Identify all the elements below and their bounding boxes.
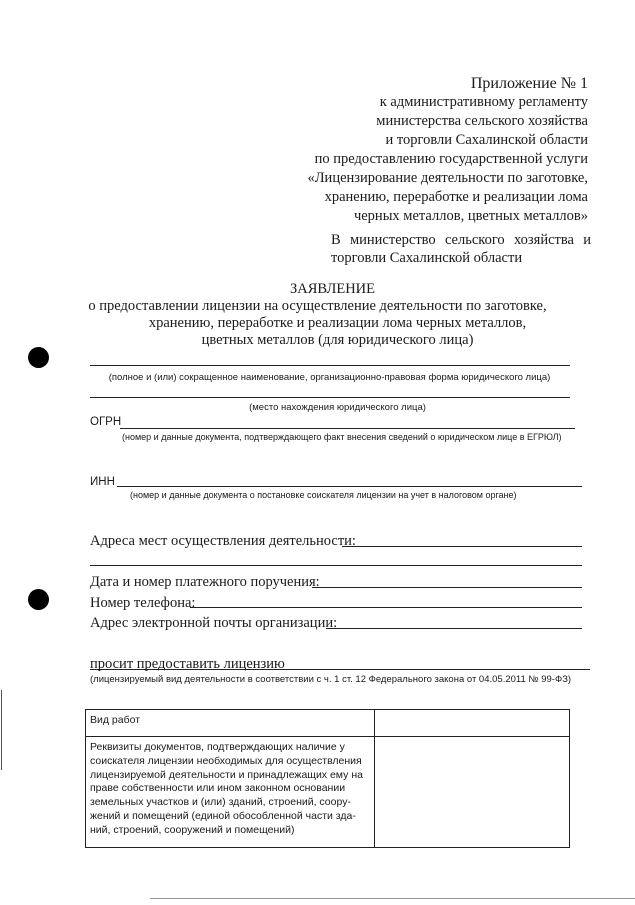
company-location-field[interactable] [90,397,570,398]
title-line: о предоставлении лицензии на осуществление деятельности по заготовке, [88,298,547,314]
cell-line: земельных участков и (или) зданий, строений, соору- [90,796,351,809]
title-line: цветных металлов (для юридического лица) [201,332,474,348]
request-text: просит предоставить лицензию [90,656,285,672]
ogrn-label: ОГРН [90,416,122,428]
work-details-table [85,709,570,848]
addressee-line: торговли Сахалинской области [331,250,523,266]
scan-bottom-edge [150,898,635,899]
scan-edge-mark [1,690,2,770]
appendix-line: министерства сельского хозяйства [376,113,588,129]
addressee-line: В министерство сельского хозяйства и [331,232,591,248]
addressee-block [331,231,591,267]
cell-line: жений и помещений (единой обособленной части зда- [90,809,356,822]
title-line: хранению, переработке и реализации лома черных металлов, [148,315,527,331]
ogrn-field[interactable] [120,428,575,429]
phone-field[interactable] [190,607,582,608]
appendix-line: черных металлов, цветных металлов» [353,208,588,224]
property-documents-value-cell[interactable] [375,737,570,848]
appendix-line: по предоставлению государственной услуги [314,151,588,167]
licensed-activity-caption: (лицензируемый вид деятельности в соответствии с ч. 1 ст. 12 Федерального закона от 04.05.2011 № 99-ФЗ) [90,674,572,685]
payment-order-label: Дата и номер платежного поручения: [90,574,320,590]
appendix-line: к административному регламенту [379,94,588,110]
punch-hole-bottom [28,589,49,610]
cell-line: соискателя лицензии необходимых для осуществления [90,754,362,767]
inn-caption: (номер и данные документа о постановке соискателя лицензии на учет в налоговом органе) [130,490,517,500]
email-label: Адрес электронной почты организации: [90,615,338,631]
email-field[interactable] [326,628,582,629]
cell-line: лицензируемой деятельности и принадлежащих ему на [90,768,363,781]
appendix-line: Приложение № 1 [470,75,588,92]
activity-addresses-label: Адреса мест осуществления деятельности: [90,533,356,549]
activity-addresses-field[interactable] [342,546,582,547]
cell-line: Реквизиты документов, подтверждающих наличие у [90,741,345,753]
appendix-line: «Лицензирование деятельности по заготовке, [307,170,588,186]
work-type-value-cell[interactable] [375,710,570,737]
cell-line: праве собственности или ином законном основании [90,782,346,795]
ogrn-caption: (номер и данные документа, подтверждающего факт внесения сведений о юридическом лице в ЕГРЮЛ) [122,432,562,442]
phone-label: Номер телефона: [90,595,196,611]
licensed-activity-field[interactable] [90,669,590,670]
work-type-label-cell: Вид работ [86,710,375,737]
company-name-caption: (полное и (или) сокращенное наименование, организационно-правовая форма юридического лица) [108,372,551,383]
table-row [86,737,570,848]
inn-label: ИНН [90,476,115,488]
punch-hole-top [28,347,49,368]
property-documents-label-cell [86,737,375,848]
table-row [86,710,570,737]
document-title [0,281,635,349]
activity-addresses-field-2[interactable] [90,565,582,566]
payment-order-field[interactable] [312,587,582,588]
appendix-line: и торговли Сахалинской области [385,132,588,148]
appendix-line: хранению, переработке и реализации лома [324,189,588,205]
company-location-caption: (место нахождения юридического лица) [249,402,426,413]
appendix-block [228,74,588,226]
company-name-field[interactable] [90,365,570,366]
inn-field[interactable] [117,486,582,487]
title-heading: ЗАЯВЛЕНИЕ [289,281,376,297]
cell-line: ний, строений, сооружений и помещений) [90,823,295,836]
